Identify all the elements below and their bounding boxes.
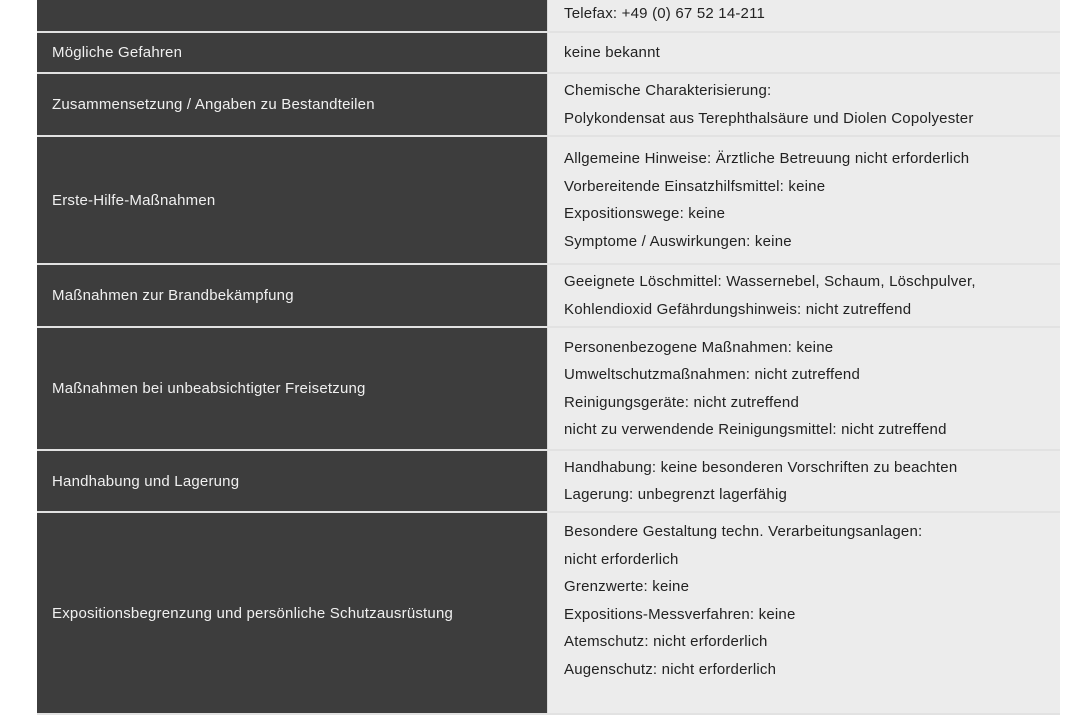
row-value [548, 74, 1060, 135]
row-label [37, 265, 548, 326]
value-line: Geeignete Löschmittel: Wassernebel, Schaum, Löschpulver, [564, 273, 976, 290]
row-value [548, 265, 1060, 326]
row-label [37, 451, 548, 511]
row-value [548, 137, 1060, 263]
row-label-text: Mögliche Gefahren [52, 44, 183, 61]
table-row-hazards [37, 33, 1060, 74]
value-line: Handhabung: keine besonderen Vorschriften zu beachten [564, 458, 958, 476]
row-value [548, 328, 1060, 449]
table-row-firefighting [37, 265, 1060, 328]
value-line: nicht erforderlich [564, 550, 679, 568]
row-value [548, 33, 1060, 72]
row-label [37, 74, 548, 135]
value-line: Augenschutz: nicht erforderlich [564, 660, 777, 678]
row-value [548, 0, 1060, 31]
table-row-exposure-protection [37, 513, 1060, 715]
row-label [37, 33, 548, 72]
row-label-text: Zusammensetzung / Angaben zu Bestandteilen [52, 96, 375, 113]
value-line: Umweltschutzmaßnahmen: nicht zutreffend [564, 366, 860, 383]
value-line: Reinigungsgeräte: nicht zutreffend [564, 393, 800, 411]
value-line: Kohlendioxid Gefährdungshinweis: nicht zutreffend [564, 300, 912, 318]
row-label-text: Expositionsbegrenzung und persönliche Schutzausrüstung [52, 604, 454, 622]
value-line: Expositionswege: keine [564, 205, 726, 222]
table-row-first-aid [37, 137, 1060, 265]
value-line: keine bekannt [564, 43, 661, 61]
row-label-text: Maßnahmen bei unbeabsichtigter Freisetzung [52, 380, 366, 397]
value-line: Atemschutz: nicht erforderlich [564, 633, 768, 650]
row-label [37, 513, 548, 713]
value-line: Personenbezogene Maßnahmen: keine [564, 338, 834, 356]
row-label [37, 137, 548, 263]
value-line: Grenzwerte: keine [564, 578, 690, 595]
value-line: nicht zu verwendende Reinigungsmittel: nicht zutreffend [564, 421, 947, 438]
row-label [37, 328, 548, 449]
value-line: Telefax: +49 (0) 67 52 14-211 [564, 4, 766, 22]
row-label-text: Erste-Hilfe-Maßnahmen [52, 191, 216, 209]
value-line: Polykondensat aus Terephthalsäure und Diolen Copolyester [564, 109, 974, 127]
table-row-contact [37, 0, 1060, 33]
safety-data-table [37, 0, 1060, 715]
table-row-handling-storage [37, 451, 1060, 513]
row-value [548, 513, 1060, 713]
row-label-text: Handhabung und Lagerung [52, 472, 240, 490]
value-line: Symptome / Auswirkungen: keine [564, 232, 792, 250]
row-label [37, 0, 548, 31]
value-line: Vorbereitende Einsatzhilfsmittel: keine [564, 177, 826, 195]
value-line: Allgemeine Hinweise: Ärztliche Betreuung nicht erforderlich [564, 150, 970, 167]
value-line: Besondere Gestaltung techn. Verarbeitungsanlagen: [564, 523, 923, 540]
value-line: Lagerung: unbegrenzt lagerfähig [564, 486, 788, 503]
row-label-text: Maßnahmen zur Brandbekämpfung [52, 287, 294, 304]
table-row-accidental-release [37, 328, 1060, 451]
value-line: Expositions-Messverfahren: keine [564, 605, 796, 623]
row-value [548, 451, 1060, 511]
table-row-composition [37, 74, 1060, 137]
value-line: Chemische Charakterisierung: [564, 82, 772, 99]
